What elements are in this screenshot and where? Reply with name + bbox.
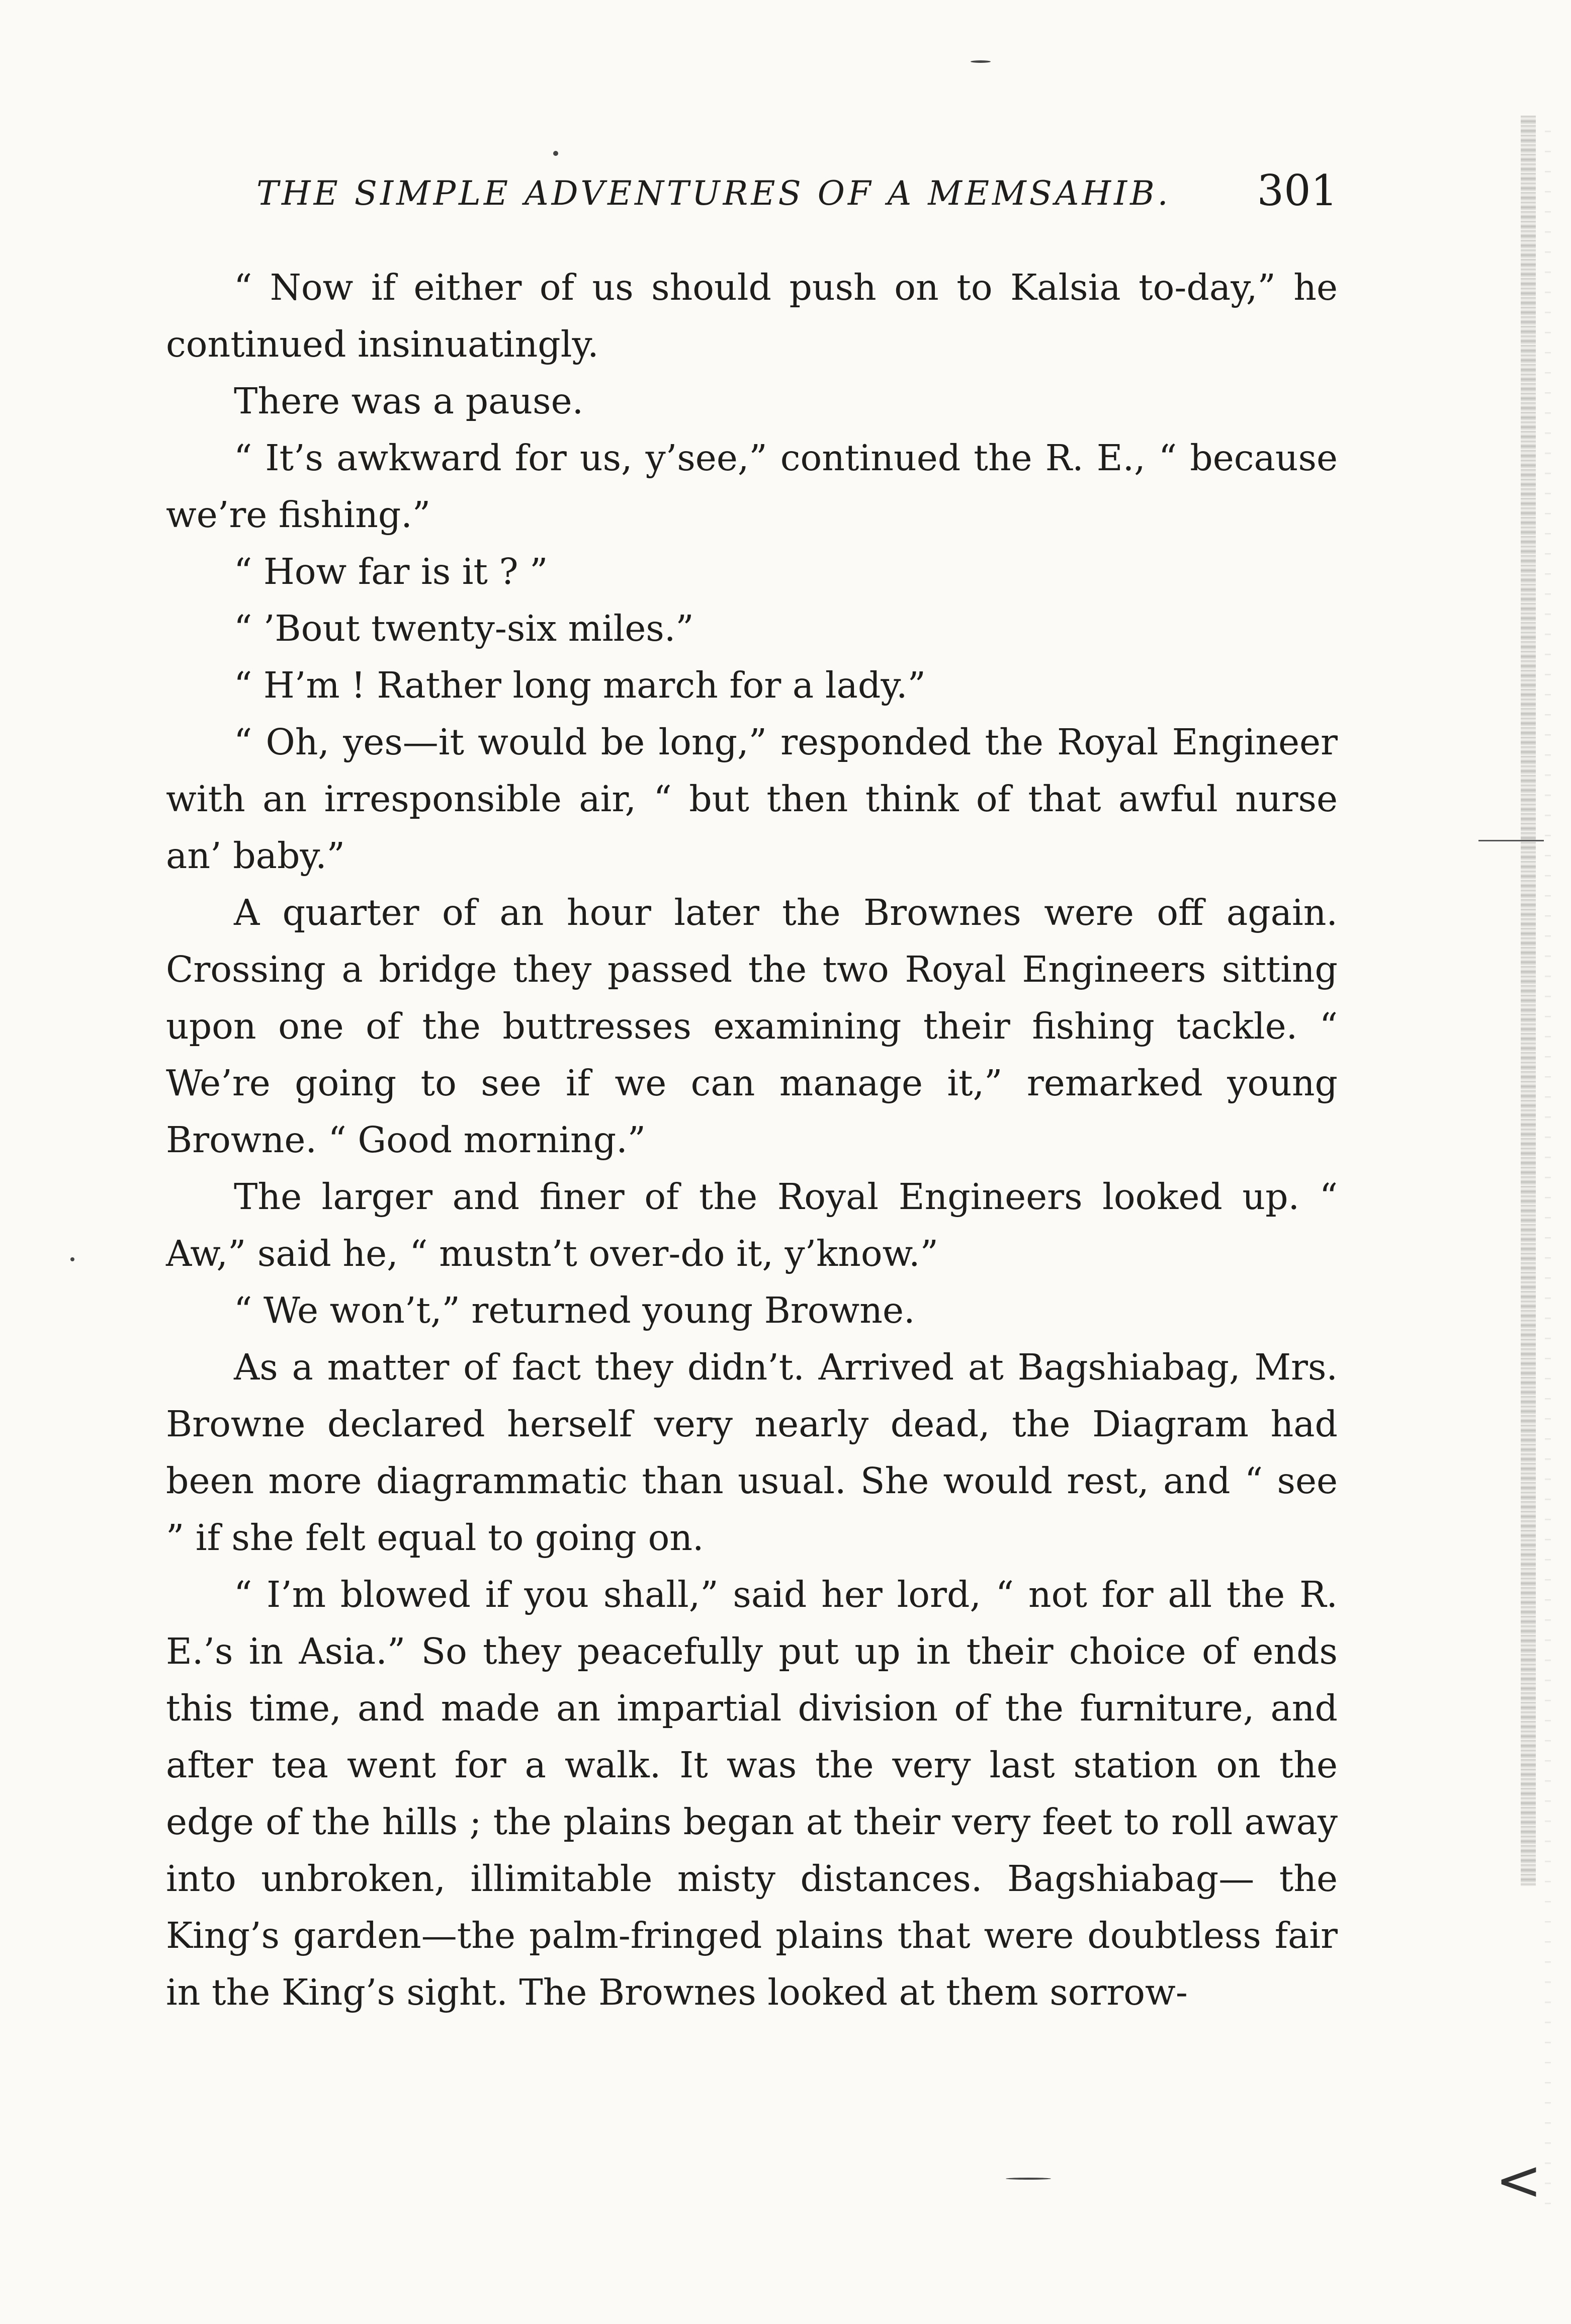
paragraph: “ It’s awkward for us, y’see,” continued the R. E., “ because we’re fishing.”	[166, 437, 1338, 536]
paragraph: “ We won’t,” returned young Browne.	[234, 1289, 915, 1331]
corner-pencil-mark: <	[1495, 2148, 1542, 2212]
paragraph: The larger and finer of the Royal Engineers looked up. “ Aw,” said he, “ mustn’t over-do it, y’know.”	[166, 1176, 1338, 1274]
paragraph: “ Oh, yes—it would be long,” responded the Royal Engineer with an irresponsible air, “ but then think of that awful nurse an’ baby.”	[166, 721, 1338, 877]
speck	[1006, 2178, 1051, 2180]
page-edge-marks	[1545, 131, 1551, 2218]
speck	[971, 60, 991, 63]
paragraph: “ How far is it ? ”	[234, 551, 548, 592]
page-header	[256, 166, 1338, 226]
paragraph: There was a pause.	[234, 380, 584, 422]
speck	[553, 151, 558, 156]
paragraph: A quarter of an hour later the Brownes were off again. Crossing a bridge they passed the two Royal Engineers sitting upon one of the buttresses examining their fishing tackle. “ We’re going to see if we can manage it,” remarked young Browne. “ Good morning.”	[166, 892, 1338, 1161]
paragraph: “ ’Bout twenty-six miles.”	[234, 608, 694, 649]
paragraph: “ Now if either of us should push on to Kalsia to-day,” he continued insinuatingly.	[166, 267, 1338, 365]
paragraph: “ I’m blowed if you shall,” said her lord, “ not for all the R. E.’s in Asia.” So they peacefully put up in their choice of ends this time, and made an impartial division of the furniture, and after tea went for a walk. It was the very last station on the edge of the hills ; the plains began at their very feet to roll away into unbroken, illimitable misty distances. Bagshiabag— the King’s garden—the palm-fringed plains that were doubtless fair in the King’s sight. The Brownes looked at them sorrow-	[166, 1574, 1338, 2013]
body-text	[166, 259, 1338, 2021]
paragraph: “ H’m ! Rather long march for a lady.”	[234, 664, 926, 706]
paragraph: As a matter of fact they didn’t. Arrived at Bagshiabag, Mrs. Browne declared herself very nearly dead, the Diagram had been more diagrammatic than usual. She would rest, and “ see ” if she felt equal to going on.	[166, 1346, 1338, 1559]
page-number: 301	[1257, 166, 1338, 215]
speck	[70, 1257, 74, 1261]
running-head: THE SIMPLE ADVENTURES OF A MEMSAHIB.	[256, 174, 1171, 213]
binding-edge	[1521, 116, 1536, 1886]
margin-rule	[1478, 840, 1544, 841]
